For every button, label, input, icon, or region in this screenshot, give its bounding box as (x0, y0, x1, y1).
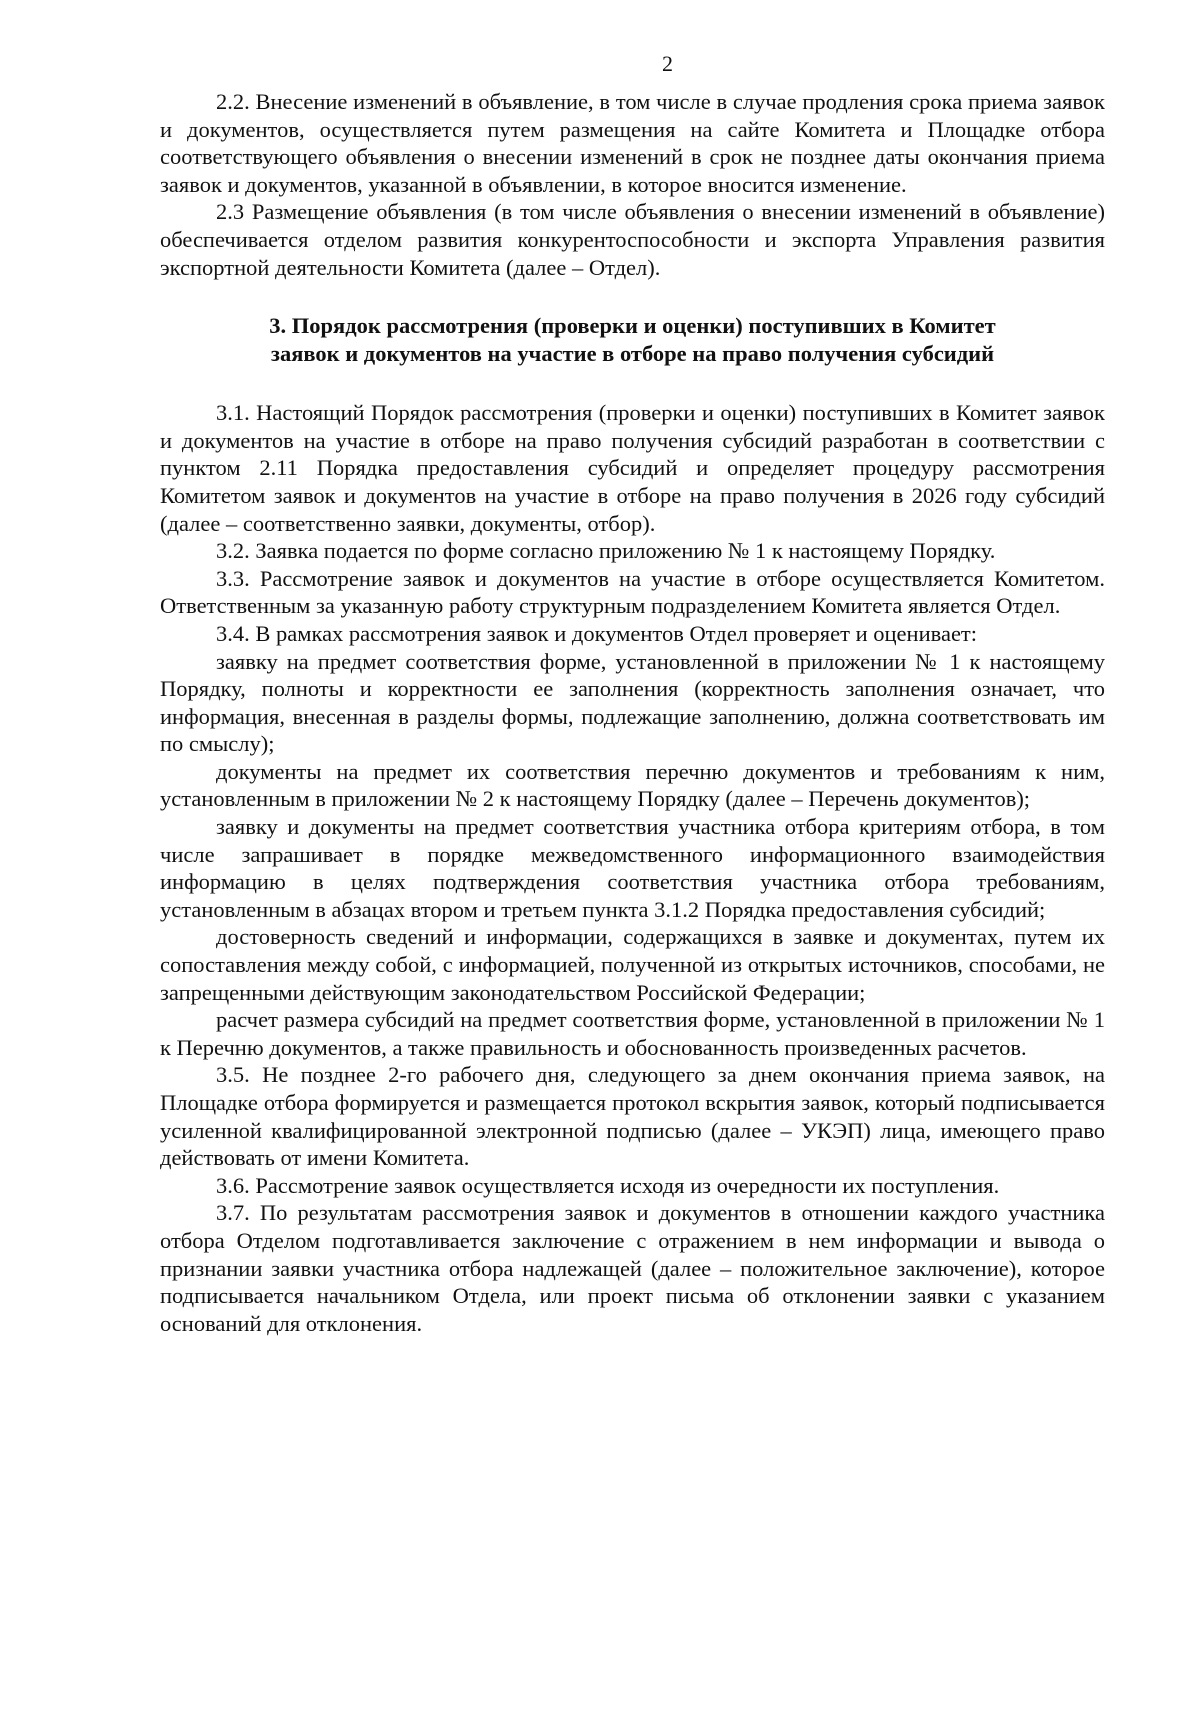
paragraph-3-4-item-calculation: расчет размера субсидий на предмет соответствия форме, установленной в приложении № 1 к Перечню документов, а также правильность и обоснованность произведенных расчетов. (160, 1007, 1105, 1060)
paragraph-3-3: 3.3. Рассмотрение заявок и документов на участие в отборе осуществляется Комитетом. Ответственным за указанную работу структурным подразделением Комитета является Отдел. (160, 565, 1105, 619)
paragraph-2-2: 2.2. Внесение изменений в объявление, в том числе в случае продления срока приема заявок и документов, осуществляется путем размещения на сайте Комитета и Площадке отбора соответствующего объявления о внесении изменений в срок не позднее даты окончания приема заявок и документов, указанной в объявлении, в которое вносится изменение. (160, 89, 1105, 197)
paragraph-3-4-item-criteria: заявку и документы на предмет соответствия участника отбора критериям отбора, в том числе запрашивает в порядке межведомственного информационного взаимодействия информацию в целях подтверждения соответствия участника отбора требованиям, установленным в абзацах втором и третьем пункта 3.1.2 Порядка предоставления субсидий; (160, 814, 1105, 922)
paragraph-3-6: 3.6. Рассмотрение заявок осуществляется исходя из очередности их поступления. (216, 1172, 1000, 1198)
paragraph-3-4-item-documents: документы на предмет их соответствия перечню документов и требованиям к ним, установленным в приложении № 2 к настоящему Порядку (далее – Перечень документов); (160, 758, 1105, 812)
paragraph-3-5: 3.5. Не позднее 2-го рабочего дня, следующего за днем окончания приема заявок, на Площадке отбора формируется и размещается протокол вскрытия заявок, который подписывается усиленной квалифицированной электронной подписью (далее – УКЭП) лица, имеющего право действовать от имени Комитета. (160, 1062, 1105, 1171)
paragraph-3-7: 3.7. По результатам рассмотрения заявок и документов в отношении каждого участника отбора Отделом подготавливается заключение с отражением в нем информации и вывода о признании заявки участника отбора надлежащей (далее – положительное заключение), которое подписывается начальником Отдела, или проект письма об отклонении заявки с указанием оснований для отклонения. (160, 1200, 1105, 1336)
paragraph-3-2: 3.2. Заявка подается по форме согласно приложению № 1 к настоящему Порядку. (216, 538, 996, 564)
section-3-title (160, 312, 1105, 368)
paragraph-2-3: 2.3 Размещение объявления (в том числе объявления о внесении изменений в объявление) обеспечивается отделом развития конкурентоспособности и экспорта Управления развития экспортной деятельности Комитета (далее – Отдел). (160, 199, 1105, 280)
paragraph-3-4-item-form: заявку на предмет соответствия форме, установленной в приложении № 1 к настоящему Порядку, полноты и корректности ее заполнения (корректность заполнения означает, что информация, внесенная в разделы формы, подлежащие заполнению, должна соответствовать им по смыслу); (160, 648, 1105, 757)
section-3-title-line-2: заявок и документов на участие в отборе на право получения субсидий (270, 341, 995, 367)
page-number: 2 (662, 51, 673, 76)
paragraph-3-4-item-reliability: достоверность сведений и информации, содержащихся в заявке и документах, путем их сопоставления между собой, с информацией, полученной из открытых источников, способами, не запрещенными действующим законодательством Российской Федерации; (160, 924, 1105, 1005)
paragraph-3-1: 3.1. Настоящий Порядок рассмотрения (проверки и оценки) поступивших в Комитет заявок и документов на участие в отборе на право получения субсидий разработан в соответствии с пунктом 2.11 Порядка предоставления субсидий и определяет процедуру рассмотрения Комитетом заявок и документов на участие в отборе на право получения в 2026 году субсидий (далее – соответственно заявки, документы, отбор). (160, 400, 1105, 536)
paragraph-3-4: 3.4. В рамках рассмотрения заявок и документов Отдел проверяет и оценивает: (216, 620, 978, 646)
section-3-title-line-1: 3. Порядок рассмотрения (проверки и оценки) поступивших в Комитет (269, 313, 996, 339)
document-page (160, 50, 1105, 1337)
